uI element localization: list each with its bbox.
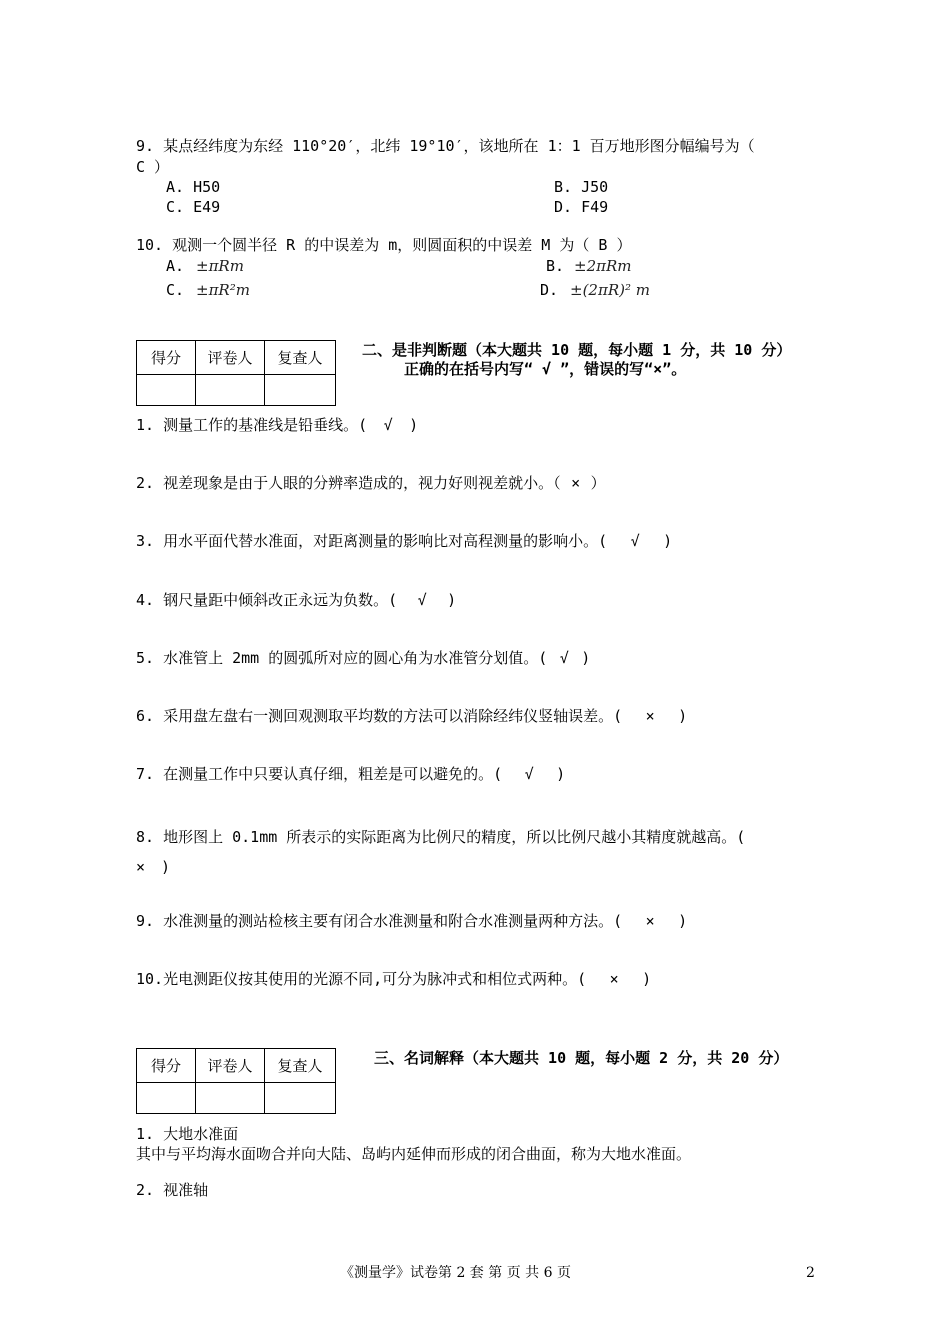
reviewer-cell[interactable] (265, 375, 336, 406)
tf-item: 6. 采用盘左盘右一测回观测取平均数的方法可以消除经纬仪竖轴误差。( × ) (136, 707, 688, 725)
tf-answer: √ (524, 765, 534, 783)
term1-answer: 其中与平均海水面吻合并向大陆、岛屿内延伸而形成的闭合曲面，称为大地水准面。 (136, 1145, 692, 1163)
q9-line2: C ） (136, 158, 170, 176)
tf-answer: × (609, 970, 619, 988)
tf-answer: × (136, 858, 146, 876)
score-header: 得分 (137, 1049, 196, 1083)
score-table-section3 (136, 1048, 336, 1114)
footer-text: 《测量学》试卷第 2 套 第 页 共 6 页 (340, 1265, 571, 1281)
score-header: 得分 (137, 341, 196, 375)
tf-item: 9. 水准测量的测站检核主要有闭合水准测量和附合水准测量两种方法。( × ) (136, 912, 688, 930)
tf-item: 3. 用水平面代替水准面，对距离测量的影响比对高程测量的影响小。( √ ) (136, 532, 673, 550)
q9-option-a: A. H50 (166, 178, 221, 196)
tf-item: 5. 水准管上 2mm 的圆弧所对应的圆心角为水准管分划值。( √ ) (136, 649, 591, 667)
q10-question: 10. 观测一个圆半径 R 的中误差为 m，则圆面积的中误差 M 为（ B ） (136, 236, 632, 254)
q10-option-b-label: B. (546, 257, 565, 275)
tf-item: 10.光电测距仪按其使用的光源不同,可分为脉冲式和相位式两种。( × ) (136, 970, 652, 988)
q9-option-d: D. F49 (554, 198, 609, 216)
score-cell[interactable] (137, 1083, 196, 1114)
grader-cell[interactable] (196, 1083, 265, 1114)
q10-option-a-formula: ±πRm (196, 257, 244, 275)
tf-item: 4. 钢尺量距中倾斜改正永远为负数。( √ ) (136, 591, 457, 609)
tf-answer: √ (417, 591, 427, 609)
grader-header: 评卷人 (196, 1049, 265, 1083)
tf-answer: √ (559, 649, 569, 667)
q10-option-b-formula: ±2πRm (574, 257, 632, 275)
section2-title: 二、是非判断题（本大题共 10 题，每小题 1 分，共 10 分） (362, 341, 792, 359)
q9-option-b: B. J50 (554, 178, 609, 196)
section3-title: 三、名词解释（本大题共 10 题，每小题 2 分，共 20 分） (374, 1049, 789, 1067)
q10-option-d-label: D. (540, 281, 559, 299)
q10-option-d-formula: ±(2πR)² m (570, 281, 650, 299)
section2-subtitle: 正确的在括号内写“ √ ”，错误的写“×”。 (404, 360, 687, 378)
term1-title: 1. 大地水准面 (136, 1125, 239, 1143)
q10-option-c-formula: ±πR²m (196, 281, 250, 299)
tf-answer: √ (630, 532, 640, 550)
reviewer-header: 复查人 (265, 341, 336, 375)
grader-cell[interactable] (196, 375, 265, 406)
q9-line1: 9. 某点经纬度为东经 110°20′，北纬 19°10′，该地所在 1：1 百万地形图分幅编号为（ (136, 137, 755, 155)
score-cell[interactable] (137, 375, 196, 406)
reviewer-header: 复查人 (265, 1049, 336, 1083)
tf-item: 1. 测量工作的基准线是铅垂线。( √ ) (136, 416, 419, 434)
term2-title: 2. 视准轴 (136, 1181, 209, 1199)
q10-option-a-label: A. (166, 257, 185, 275)
tf-answer: × (645, 707, 655, 725)
tf-item: 8. 地形图上 0.1mm 所表示的实际距离为比例尺的精度，所以比例尺越小其精度就越高。( × ) (136, 822, 826, 882)
q10-option-c-label: C. (166, 281, 185, 299)
page-number: 2 (806, 1265, 815, 1281)
tf-answer: × (571, 474, 581, 492)
score-table-section2 (136, 340, 336, 406)
q9-option-c: C. E49 (166, 198, 221, 216)
reviewer-cell[interactable] (265, 1083, 336, 1114)
tf-answer: × (645, 912, 655, 930)
tf-answer: √ (383, 416, 393, 434)
grader-header: 评卷人 (196, 341, 265, 375)
tf-item: 2. 视差现象是由于人眼的分辨率造成的，视力好则视差就小。（ × ） (136, 474, 606, 492)
tf-item: 7. 在测量工作中只要认真仔细，粗差是可以避免的。( √ ) (136, 765, 566, 783)
